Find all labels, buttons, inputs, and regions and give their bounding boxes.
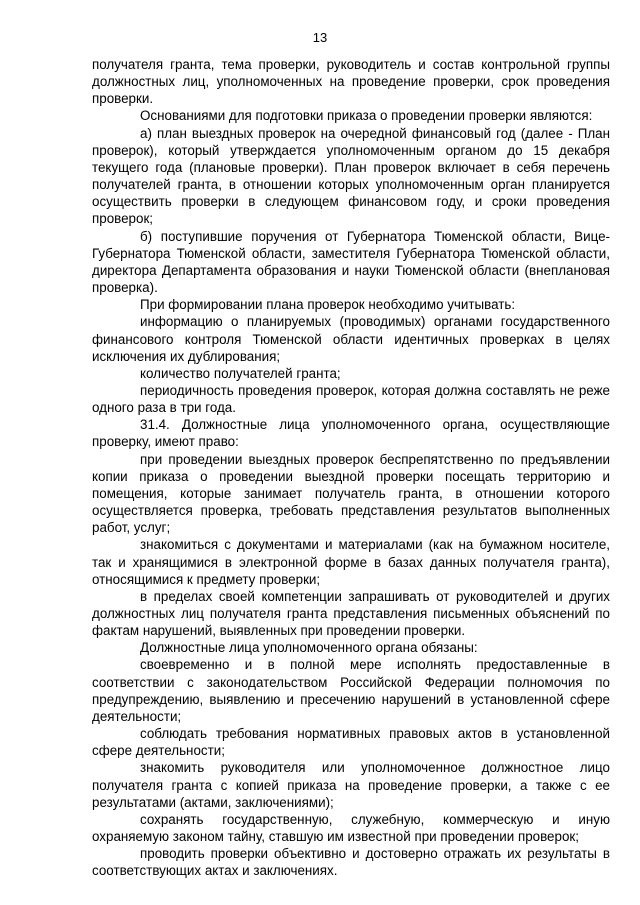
paragraph-right-visit: при проведении выездных проверок беспрепятственно по предъявлении копии приказа о проведении выездной проверки посещать территорию и помещения, которые занимает получатель гранта, в отношении которого осуществляется проверка, требовать представления результатов выполненных работ, услуг; <box>92 451 610 536</box>
paragraph-duty-compliance: соблюдать требования нормативных правовых актов в установленной сфере деятельности; <box>92 726 610 759</box>
paragraph-plan-item-count: количество получателей гранта; <box>140 365 341 381</box>
paragraph-duty-secrecy: сохранять государственную, служебную, коммерческую и иную охраняемую законом тайну, ставшую им известной при проведении проверок; <box>92 811 610 845</box>
paragraph-duty-objectivity: проводить проверки объективно и достоверно отражать их результаты в соответствующих актах и заключениях. <box>92 846 610 879</box>
paragraph-duties-intro: Должностные лица уполномоченного органа обязаны: <box>140 640 478 656</box>
paragraph-plan-item-info: информацию о планируемых (проводимых) органами государственного финансового контроля Тюменской области идентичных проверках в целях исключения их дублирования; <box>92 314 610 364</box>
paragraph-continuation: получателя гранта, тема проверки, руководитель и состав контрольной группы должностных лиц, уполномоченных на проведение проверки, срок проведения проверки. <box>92 57 610 107</box>
paragraph-grounds-intro: Основаниями для подготовки приказа о проведении проверки являются: <box>140 108 593 124</box>
paragraph-right-documents: знакомиться с документами и материалами (как на бумажном носителе, так и хранящимися в электронной форме в базах данных получателя гранта), относящимися к предмету проверки; <box>92 537 610 587</box>
paragraph-grounds-a: а) план выездных проверок на очередной финансовый год (далее - План проверок), который утверждается уполномоченным органом до 15 декабря текущего года (плановые проверки). План проверок включает в себя перечень получателей гранта, в отношении которых уполномоченным орган планируется осуществить проверки в следующем финансовом году, и сроки проведения проверок; <box>92 125 610 227</box>
paragraph-plan-item-frequency: периодичность проведения проверок, которая должна составлять не реже одного раза в три года. <box>92 382 610 416</box>
document-body <box>92 56 610 880</box>
paragraph-section-31-4: 31.4. Должностные лица уполномоченного органа, осуществляющие проверку, имеют право: <box>92 417 610 450</box>
paragraph-plan-intro: При формировании плана проверок необходимо учитывать: <box>140 297 516 313</box>
paragraph-right-request: в пределах своей компетенции запрашивать от руководителей и других должностных лиц получателя гранта представления письменных объяснений по фактам нарушений, выявленных при проведении проверки. <box>92 588 610 639</box>
paragraph-duty-inform: знакомить руководителя или уполномоченное должностное лицо получателя гранта с копией приказа на проведение проверки, а также с ее результатами (актами, заключениями); <box>92 760 610 810</box>
paragraph-grounds-b: б) поступившие поручения от Губернатора Тюменской области, Вице-Губернатора Тюменской области, заместителя Губернатора Тюменской области, директора Департамента образования и науки Тюменской области (внеплановая проверка). <box>92 228 610 296</box>
paragraph-duty-powers: своевременно и в полной мере исполнять предоставленные в соответствии с законодательством Российской Федерации полномочия по предупреждению, выявлению и пресечению нарушений в установленной сфере деятельности; <box>92 657 610 724</box>
page-number: 13 <box>312 30 328 45</box>
